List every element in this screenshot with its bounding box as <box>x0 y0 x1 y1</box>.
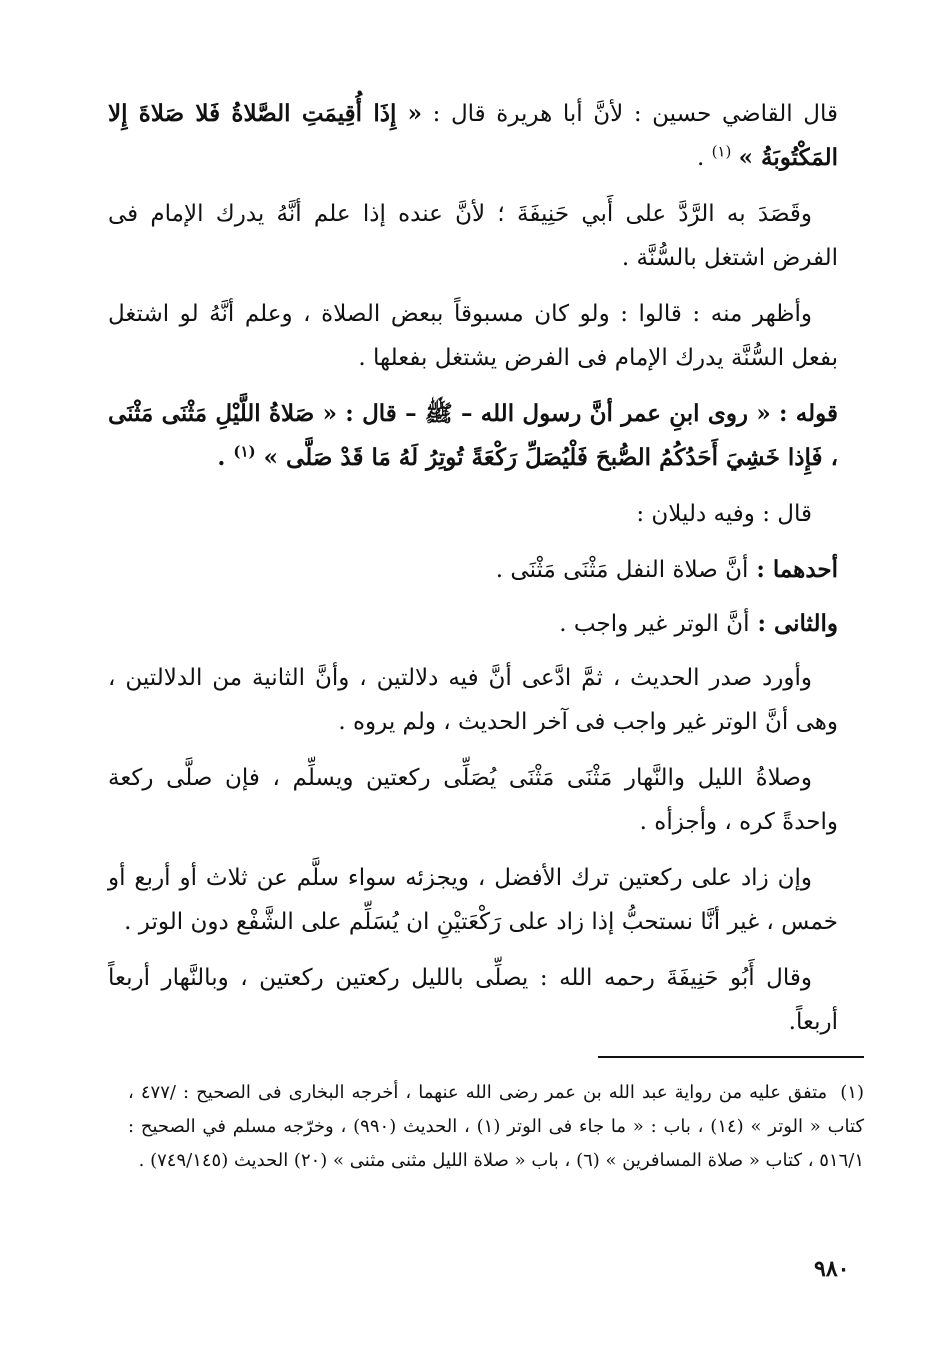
paragraph-tail: . <box>696 145 712 171</box>
hadith-quote: « إِذَا أُقِيمَتِ الصَّلاةُ فَلا صَلاةَ إِلا المَكْتُوبَةُ » <box>108 100 838 171</box>
point-text: أنَّ صلاة النفل مَثْنَى مَثْنَى . <box>495 557 749 583</box>
paragraph-more-than-two: وإن زاد على ركعتين ترك الأفضل ، ويجزئه سواء سلَّم عن ثلاث أو أربع أو خمس ، غير أنَّا نستحبُّ إذا زاد على رَكْعَتيْنِ ان يُسَلِّم على الشَّفْع دون الوتر . <box>108 865 838 935</box>
paragraph-hadith-beginning: وأورد صدر الحديث ، ثمَّ ادَّعى أنَّ فيه دلالتين ، وأنَّ الثانية من الدلالتين ، وهى أنَّ الوتر غير واجب فى آخر الحديث ، ولم يروه . <box>108 665 838 735</box>
point-label: والثانى : <box>749 610 838 637</box>
paragraph-first-proof <box>108 548 838 592</box>
paragraph-two-proofs: قال : وفيه دليلان : <box>636 501 812 527</box>
footnote-reference[interactable]: (١) <box>711 142 732 161</box>
footnote-text: متفق عليه من رواية عبد الله بن عمر رضى الله عنهما ، أخرجه البخارى فى الصحيح : /٤٧٧ ، كتاب « الوتر » (١٤) ، باب : « ما جاء فى الوتر (١) ، الحديث (٩٩٠) ، وخرّجه مسلم في الصحيح : ٥١٦/١ ، كتاب « صلاة المسافرين » (٦) ، باب « صلاة الليل مثنى مثنى » (٢٠) الحديث (٧٤٩/١٤٥) . <box>128 1082 865 1171</box>
footnote-reference[interactable]: (١) <box>233 442 256 461</box>
page-number: ٩٨٠ <box>814 1256 850 1282</box>
footnote-divider <box>598 1056 864 1058</box>
paragraph-abu-hanifa-refutation: وقَصَدَ به الرَّدَّ على أَبي حَنِيفَةَ ؛ لأنَّ عنده إذا علم أنَّهُ يدرك الإمام فى الفرض اشتغل بالسُّنَّة . <box>108 201 838 271</box>
paragraph-lead: قال القاضي حسين : لأنَّ أبا هريرة قال : <box>422 101 839 127</box>
paragraph-night-day-prayer: وصلاةُ الليل والنَّهار مَثْنَى مَثْنَى يُصَلِّى ركعتين ويسلِّم ، فإن صلَّى ركعة واحدةً كره ، وأجزأه . <box>108 765 838 835</box>
paragraph-qadi-husayn <box>108 92 838 180</box>
footnote-number: (١) <box>840 1082 864 1103</box>
point-text: أنَّ الوتر غير واجب . <box>559 611 750 637</box>
page-body <box>108 92 838 1056</box>
paragraph-tail: . <box>217 444 234 471</box>
footnote <box>128 1076 864 1178</box>
point-label: أحدهما : <box>748 556 838 583</box>
hadith-quote: « صَلاةُ اللَّيْلِ مَثْنَى مَثْنَى ، فَإِذا خَشِيَ أَحَدُكُمُ الصُّبحَ فَلْيُصَلِّ رَكْعَةً تُوتِرُ لَهُ مَا قَدْ صَلَّى » <box>108 400 838 471</box>
paragraph-abu-hanifa-view: وقال أَبُو حَنِيفَةَ رحمه الله : يصلِّى بالليل ركعتين ركعتين ، وبالنَّهار أربعاً أربعاً. <box>108 965 838 1035</box>
paragraph-lead: قوله : « روى ابنِ عمر أنَّ رسول الله – ﷺ – قال : <box>336 400 839 427</box>
paragraph-hadith-ibn-umar <box>108 392 838 480</box>
paragraph-second-proof <box>108 602 838 646</box>
paragraph-stronger-argument: وأظهر منه : قالوا : ولو كان مسبوقاً ببعض الصلاة ، وعلم أنَّهُ لو اشتغل بفعل السُّنَّة يدرك الإمام فى الفرض يشتغل بفعلها . <box>108 301 838 371</box>
